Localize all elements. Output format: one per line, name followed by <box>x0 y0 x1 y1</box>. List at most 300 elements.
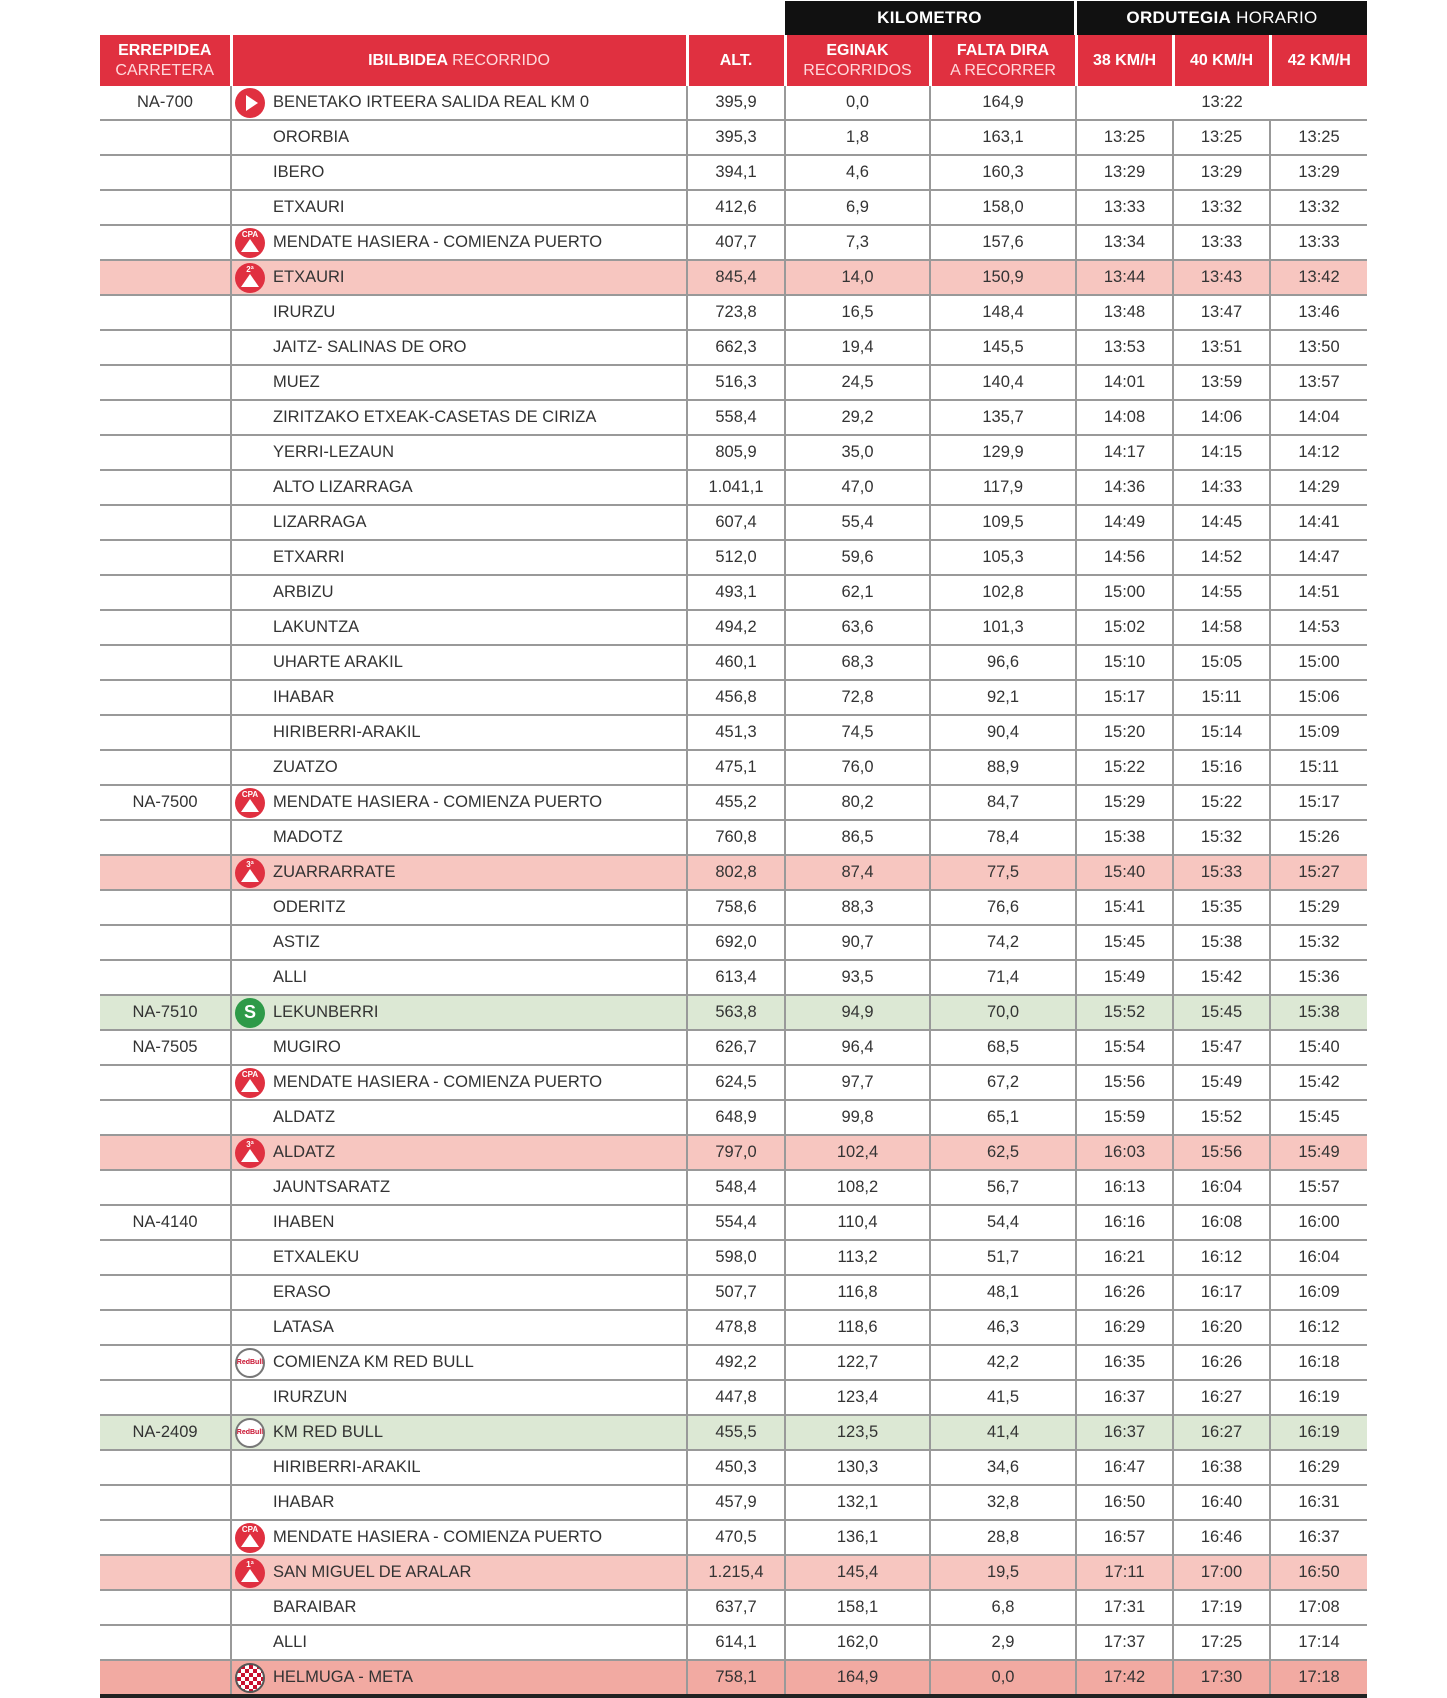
itinerary-rows <box>100 86 1367 1696</box>
time-38-cell: 17:11 <box>1076 1555 1173 1590</box>
road-cell <box>100 505 231 540</box>
time-42-cell: 13:25 <box>1270 120 1367 155</box>
start-icon <box>235 88 265 118</box>
alt-cell: 613,4 <box>687 960 785 995</box>
table-row <box>100 470 1367 505</box>
time-42-cell: 17:08 <box>1270 1590 1367 1625</box>
alt-cell: 447,8 <box>687 1380 785 1415</box>
road-cell <box>100 225 231 260</box>
time-42-cell: 14:53 <box>1270 610 1367 645</box>
route-name: ZUATZO <box>273 758 338 776</box>
table-row <box>100 820 1367 855</box>
table-row <box>100 750 1367 785</box>
time-38-cell: 15:54 <box>1076 1030 1173 1065</box>
table-row <box>100 1310 1367 1345</box>
col-40: 40 KM/H <box>1173 35 1270 86</box>
route-cell <box>231 610 687 645</box>
road-cell <box>100 645 231 680</box>
alt-cell: 637,7 <box>687 1590 785 1625</box>
route-name: KM RED BULL <box>273 1423 384 1441</box>
road-cell <box>100 1625 231 1660</box>
time-38-cell: 13:48 <box>1076 295 1173 330</box>
road-cell <box>100 1520 231 1555</box>
time-38-cell: 16:29 <box>1076 1310 1173 1345</box>
done-cell: 74,5 <box>785 715 930 750</box>
table-row <box>100 540 1367 575</box>
alt-cell: 456,8 <box>687 680 785 715</box>
time-38-cell: 14:01 <box>1076 365 1173 400</box>
table-row <box>100 1345 1367 1380</box>
time-40-cell: 15:16 <box>1173 750 1270 785</box>
alt-cell: 512,0 <box>687 540 785 575</box>
done-cell: 110,4 <box>785 1205 930 1240</box>
alt-cell: 395,9 <box>687 86 785 120</box>
climb-icon <box>235 1138 265 1168</box>
done-cell: 76,0 <box>785 750 930 785</box>
left-cell: 160,3 <box>930 155 1076 190</box>
left-cell: 117,9 <box>930 470 1076 505</box>
table-row <box>100 1450 1367 1485</box>
time-38-cell: 16:50 <box>1076 1485 1173 1520</box>
road-cell: NA-2409 <box>100 1415 231 1450</box>
route-name: IRURZU <box>273 303 336 321</box>
time-42-cell: 16:12 <box>1270 1310 1367 1345</box>
route-name: ALLI <box>273 1633 307 1651</box>
time-40-cell: 17:19 <box>1173 1590 1270 1625</box>
icon-slot <box>232 191 268 224</box>
left-cell: 6,8 <box>930 1590 1076 1625</box>
route-name: LIZARRAGA <box>273 513 367 531</box>
road-cell <box>100 435 231 470</box>
start-time-cell: 13:22 <box>1076 86 1367 120</box>
table-row <box>100 575 1367 610</box>
road-cell <box>100 1170 231 1205</box>
route-cell <box>231 680 687 715</box>
road-cell <box>100 470 231 505</box>
road-cell <box>100 890 231 925</box>
alt-cell: 516,3 <box>687 365 785 400</box>
done-cell: 1,8 <box>785 120 930 155</box>
time-40-cell: 15:11 <box>1173 680 1270 715</box>
route-name: JAUNTSARATZ <box>273 1178 391 1196</box>
done-cell: 59,6 <box>785 540 930 575</box>
time-40-cell: 15:35 <box>1173 890 1270 925</box>
alt-cell: 614,1 <box>687 1625 785 1660</box>
time-38-cell: 14:17 <box>1076 435 1173 470</box>
route-name: LAKUNTZA <box>273 618 360 636</box>
done-cell: 94,9 <box>785 995 930 1030</box>
route-name: ASTIZ <box>273 933 320 951</box>
road-cell: NA-7505 <box>100 1030 231 1065</box>
route-cell <box>231 1170 687 1205</box>
route-name: ETXARRI <box>273 548 345 566</box>
time-42-cell: 13:32 <box>1270 190 1367 225</box>
left-cell: 105,3 <box>930 540 1076 575</box>
done-cell: 162,0 <box>785 1625 930 1660</box>
route-cell <box>231 365 687 400</box>
road-cell <box>100 1135 231 1170</box>
col-left: FALTA DIRA A RECORRER <box>930 35 1076 86</box>
route-name: ORORBIA <box>273 128 350 146</box>
time-40-cell: 13:43 <box>1173 260 1270 295</box>
time-40-cell: 15:14 <box>1173 715 1270 750</box>
time-42-cell: 15:17 <box>1270 785 1367 820</box>
route-name: ETXALEKU <box>273 1248 360 1266</box>
left-cell: 70,0 <box>930 995 1076 1030</box>
done-cell: 123,5 <box>785 1415 930 1450</box>
alt-cell: 457,9 <box>687 1485 785 1520</box>
alt-cell: 394,1 <box>687 155 785 190</box>
time-40-cell: 14:33 <box>1173 470 1270 505</box>
left-cell: 163,1 <box>930 120 1076 155</box>
done-cell: 122,7 <box>785 1345 930 1380</box>
icon-slot <box>232 1206 268 1239</box>
time-40-cell: 15:42 <box>1173 960 1270 995</box>
route-name: MENDATE HASIERA - COMIENZA PUERTO <box>273 1528 603 1546</box>
alt-cell: 494,2 <box>687 610 785 645</box>
route-cell <box>231 925 687 960</box>
alt-cell: 662,3 <box>687 330 785 365</box>
icon-slot <box>232 261 268 294</box>
icon-slot <box>232 856 268 889</box>
route-cell <box>231 855 687 890</box>
time-40-cell: 16:46 <box>1173 1520 1270 1555</box>
time-40-cell: 14:58 <box>1173 610 1270 645</box>
done-cell: 68,3 <box>785 645 930 680</box>
time-40-cell: 15:22 <box>1173 785 1270 820</box>
alt-cell: 626,7 <box>687 1030 785 1065</box>
time-40-cell: 15:38 <box>1173 925 1270 960</box>
time-38-cell: 15:45 <box>1076 925 1173 960</box>
ordutegia-group-header: ORDUTEGIA HORARIO <box>1077 1 1367 35</box>
icon-slot <box>232 786 268 819</box>
time-40-cell: 13:47 <box>1173 295 1270 330</box>
route-cell <box>231 715 687 750</box>
road-cell: NA-4140 <box>100 1205 231 1240</box>
left-cell: 77,5 <box>930 855 1076 890</box>
road-cell <box>100 855 231 890</box>
icon-slot <box>232 996 268 1029</box>
time-40-cell: 16:17 <box>1173 1275 1270 1310</box>
icon-slot <box>232 611 268 644</box>
table-row <box>100 120 1367 155</box>
time-40-cell: 15:32 <box>1173 820 1270 855</box>
done-cell: 55,4 <box>785 505 930 540</box>
icon-slot <box>232 226 268 259</box>
alt-cell: 395,3 <box>687 120 785 155</box>
icon-slot <box>232 1136 268 1169</box>
climb-icon <box>235 858 265 888</box>
time-38-cell: 13:29 <box>1076 155 1173 190</box>
time-42-cell: 14:12 <box>1270 435 1367 470</box>
route-cell <box>231 225 687 260</box>
icon-slot <box>232 891 268 924</box>
done-cell: 29,2 <box>785 400 930 435</box>
time-38-cell: 16:57 <box>1076 1520 1173 1555</box>
alt-cell: 493,1 <box>687 575 785 610</box>
table-row <box>100 86 1367 120</box>
route-cell <box>231 1380 687 1415</box>
alt-cell: 598,0 <box>687 1240 785 1275</box>
route-cell <box>231 820 687 855</box>
icon-slot <box>232 1416 268 1449</box>
icon-slot <box>232 646 268 679</box>
table-row <box>100 1520 1367 1555</box>
done-cell: 132,1 <box>785 1485 930 1520</box>
alt-cell: 507,7 <box>687 1275 785 1310</box>
route-cell <box>231 1310 687 1345</box>
time-38-cell: 15:52 <box>1076 995 1173 1030</box>
route-cell <box>231 1485 687 1520</box>
time-38-cell: 15:56 <box>1076 1065 1173 1100</box>
done-cell: 116,8 <box>785 1275 930 1310</box>
time-38-cell: 15:20 <box>1076 715 1173 750</box>
route-name: SAN MIGUEL DE ARALAR <box>273 1563 472 1581</box>
col-alt: ALT. <box>687 35 785 86</box>
time-38-cell: 13:34 <box>1076 225 1173 260</box>
road-cell <box>100 155 231 190</box>
icon-slot <box>232 121 268 154</box>
alt-cell: 692,0 <box>687 925 785 960</box>
alt-cell: 450,3 <box>687 1450 785 1485</box>
route-name: ALDATZ <box>273 1143 336 1161</box>
icon-slot <box>232 1661 268 1694</box>
table-row <box>100 295 1367 330</box>
icon-slot <box>232 366 268 399</box>
route-name: MENDATE HASIERA - COMIENZA PUERTO <box>273 1073 603 1091</box>
time-40-cell: 14:45 <box>1173 505 1270 540</box>
done-cell: 113,2 <box>785 1240 930 1275</box>
alt-cell: 758,6 <box>687 890 785 925</box>
col-route: IBILBIDEA RECORRIDO <box>231 35 687 86</box>
road-cell <box>100 1345 231 1380</box>
road-cell <box>100 1240 231 1275</box>
road-cell <box>100 610 231 645</box>
time-42-cell: 15:26 <box>1270 820 1367 855</box>
done-cell: 16,5 <box>785 295 930 330</box>
left-cell: 2,9 <box>930 1625 1076 1660</box>
route-name: ZUARRARRATE <box>273 863 396 881</box>
left-cell: 54,4 <box>930 1205 1076 1240</box>
route-name: IBERO <box>273 163 325 181</box>
table-row <box>100 855 1367 890</box>
left-cell: 48,1 <box>930 1275 1076 1310</box>
icon-slot <box>232 436 268 469</box>
left-cell: 157,6 <box>930 225 1076 260</box>
time-38-cell: 15:40 <box>1076 855 1173 890</box>
route-cell <box>231 1555 687 1590</box>
time-40-cell: 16:08 <box>1173 1205 1270 1240</box>
alt-cell: 1.041,1 <box>687 470 785 505</box>
time-40-cell: 16:27 <box>1173 1380 1270 1415</box>
route-cell <box>231 645 687 680</box>
icon-slot <box>232 1101 268 1134</box>
time-42-cell: 16:00 <box>1270 1205 1367 1240</box>
route-name: BARAIBAR <box>273 1598 357 1616</box>
redbull-icon: RedBull <box>235 1418 265 1448</box>
alt-cell: 492,2 <box>687 1345 785 1380</box>
time-38-cell: 15:59 <box>1076 1100 1173 1135</box>
table-row <box>100 1660 1367 1696</box>
done-cell: 90,7 <box>785 925 930 960</box>
time-42-cell: 15:11 <box>1270 750 1367 785</box>
left-cell: 96,6 <box>930 645 1076 680</box>
time-42-cell: 15:57 <box>1270 1170 1367 1205</box>
route-name: IHABAR <box>273 1493 335 1511</box>
route-name: MUEZ <box>273 373 320 391</box>
route-cell <box>231 995 687 1030</box>
left-cell: 150,9 <box>930 260 1076 295</box>
left-cell: 135,7 <box>930 400 1076 435</box>
time-42-cell: 16:29 <box>1270 1450 1367 1485</box>
icon-slot <box>232 1626 268 1659</box>
time-42-cell: 17:18 <box>1270 1660 1367 1696</box>
time-38-cell: 16:37 <box>1076 1415 1173 1450</box>
table-row <box>100 785 1367 820</box>
done-cell: 136,1 <box>785 1520 930 1555</box>
table-row <box>100 610 1367 645</box>
time-38-cell: 13:25 <box>1076 120 1173 155</box>
time-42-cell: 14:04 <box>1270 400 1367 435</box>
alt-cell: 797,0 <box>687 1135 785 1170</box>
time-42-cell: 16:04 <box>1270 1240 1367 1275</box>
alt-cell: 558,4 <box>687 400 785 435</box>
time-42-cell: 16:37 <box>1270 1520 1367 1555</box>
left-cell: 148,4 <box>930 295 1076 330</box>
route-name: ODERITZ <box>273 898 346 916</box>
icon-slot <box>232 716 268 749</box>
done-cell: 7,3 <box>785 225 930 260</box>
icon-slot <box>232 1031 268 1064</box>
climb-start-icon <box>235 1068 265 1098</box>
road-cell <box>100 1275 231 1310</box>
done-cell: 19,4 <box>785 330 930 365</box>
route-name: HIRIBERRI-ARAKIL <box>273 723 421 741</box>
climb-start-icon <box>235 1523 265 1553</box>
time-38-cell: 17:31 <box>1076 1590 1173 1625</box>
category-label: CPA <box>241 229 259 239</box>
alt-cell: 548,4 <box>687 1170 785 1205</box>
time-38-cell: 15:49 <box>1076 960 1173 995</box>
road-cell <box>100 1380 231 1415</box>
road-cell <box>100 1065 231 1100</box>
alt-cell: 455,5 <box>687 1415 785 1450</box>
table-row <box>100 400 1367 435</box>
left-cell: 140,4 <box>930 365 1076 400</box>
icon-slot <box>232 471 268 504</box>
route-name: LEKUNBERRI <box>273 1003 379 1021</box>
time-42-cell: 16:50 <box>1270 1555 1367 1590</box>
alt-cell: 412,6 <box>687 190 785 225</box>
table-row <box>100 995 1367 1030</box>
route-cell <box>231 575 687 610</box>
done-cell: 97,7 <box>785 1065 930 1100</box>
alt-cell: 758,1 <box>687 1660 785 1696</box>
kilometro-group-header: KILOMETRO <box>785 1 1074 35</box>
table-row <box>100 925 1367 960</box>
route-cell <box>231 1240 687 1275</box>
icon-slot <box>232 576 268 609</box>
time-38-cell: 13:33 <box>1076 190 1173 225</box>
time-38-cell: 14:49 <box>1076 505 1173 540</box>
category-label: CPA <box>241 789 259 799</box>
time-40-cell: 15:05 <box>1173 645 1270 680</box>
icon-slot <box>232 1241 268 1274</box>
route-name: HIRIBERRI-ARAKIL <box>273 1458 421 1476</box>
category-label: 3ª <box>246 1139 254 1149</box>
alt-cell: 845,4 <box>687 260 785 295</box>
route-cell <box>231 960 687 995</box>
time-40-cell: 13:33 <box>1173 225 1270 260</box>
alt-cell: 470,5 <box>687 1520 785 1555</box>
route-name: MENDATE HASIERA - COMIENZA PUERTO <box>273 233 603 251</box>
route-cell <box>231 1135 687 1170</box>
done-cell: 6,9 <box>785 190 930 225</box>
road-cell <box>100 715 231 750</box>
table-row <box>100 1625 1367 1660</box>
done-cell: 86,5 <box>785 820 930 855</box>
time-40-cell: 14:52 <box>1173 540 1270 575</box>
road-cell <box>100 190 231 225</box>
road-cell <box>100 1450 231 1485</box>
route-cell <box>231 540 687 575</box>
time-42-cell: 13:29 <box>1270 155 1367 190</box>
alt-cell: 407,7 <box>687 225 785 260</box>
alt-cell: 475,1 <box>687 750 785 785</box>
icon-slot <box>232 1171 268 1204</box>
route-name: COMIENZA KM RED BULL <box>273 1353 474 1371</box>
time-40-cell: 16:27 <box>1173 1415 1270 1450</box>
time-38-cell: 13:53 <box>1076 330 1173 365</box>
table-row <box>100 190 1367 225</box>
route-name: ALTO LIZARRAGA <box>273 478 413 496</box>
done-cell: 123,4 <box>785 1380 930 1415</box>
time-38-cell: 16:21 <box>1076 1240 1173 1275</box>
icon-slot <box>232 331 268 364</box>
icon-slot <box>232 541 268 574</box>
route-name: ALDATZ <box>273 1108 336 1126</box>
left-cell: 19,5 <box>930 1555 1076 1590</box>
icon-slot <box>232 821 268 854</box>
time-40-cell: 15:45 <box>1173 995 1270 1030</box>
alt-cell: 624,5 <box>687 1065 785 1100</box>
time-42-cell: 15:49 <box>1270 1135 1367 1170</box>
route-name: HELMUGA - META <box>273 1668 413 1686</box>
road-cell <box>100 400 231 435</box>
table-row <box>100 1275 1367 1310</box>
route-cell <box>231 295 687 330</box>
table-row <box>100 1100 1367 1135</box>
time-42-cell: 13:50 <box>1270 330 1367 365</box>
left-cell: 92,1 <box>930 680 1076 715</box>
road-cell <box>100 120 231 155</box>
time-42-cell: 15:40 <box>1270 1030 1367 1065</box>
time-40-cell: 16:40 <box>1173 1485 1270 1520</box>
left-cell: 158,0 <box>930 190 1076 225</box>
column-header-row <box>100 35 1367 86</box>
road-cell <box>100 1555 231 1590</box>
route-cell <box>231 1590 687 1625</box>
route-cell <box>231 1415 687 1450</box>
itinerary-table <box>100 35 1367 1698</box>
time-42-cell: 13:46 <box>1270 295 1367 330</box>
icon-slot <box>232 1591 268 1624</box>
route-cell <box>231 1450 687 1485</box>
left-cell: 51,7 <box>930 1240 1076 1275</box>
left-cell: 90,4 <box>930 715 1076 750</box>
icon-slot <box>232 86 268 119</box>
route-name: YERRI-LEZAUN <box>273 443 395 461</box>
